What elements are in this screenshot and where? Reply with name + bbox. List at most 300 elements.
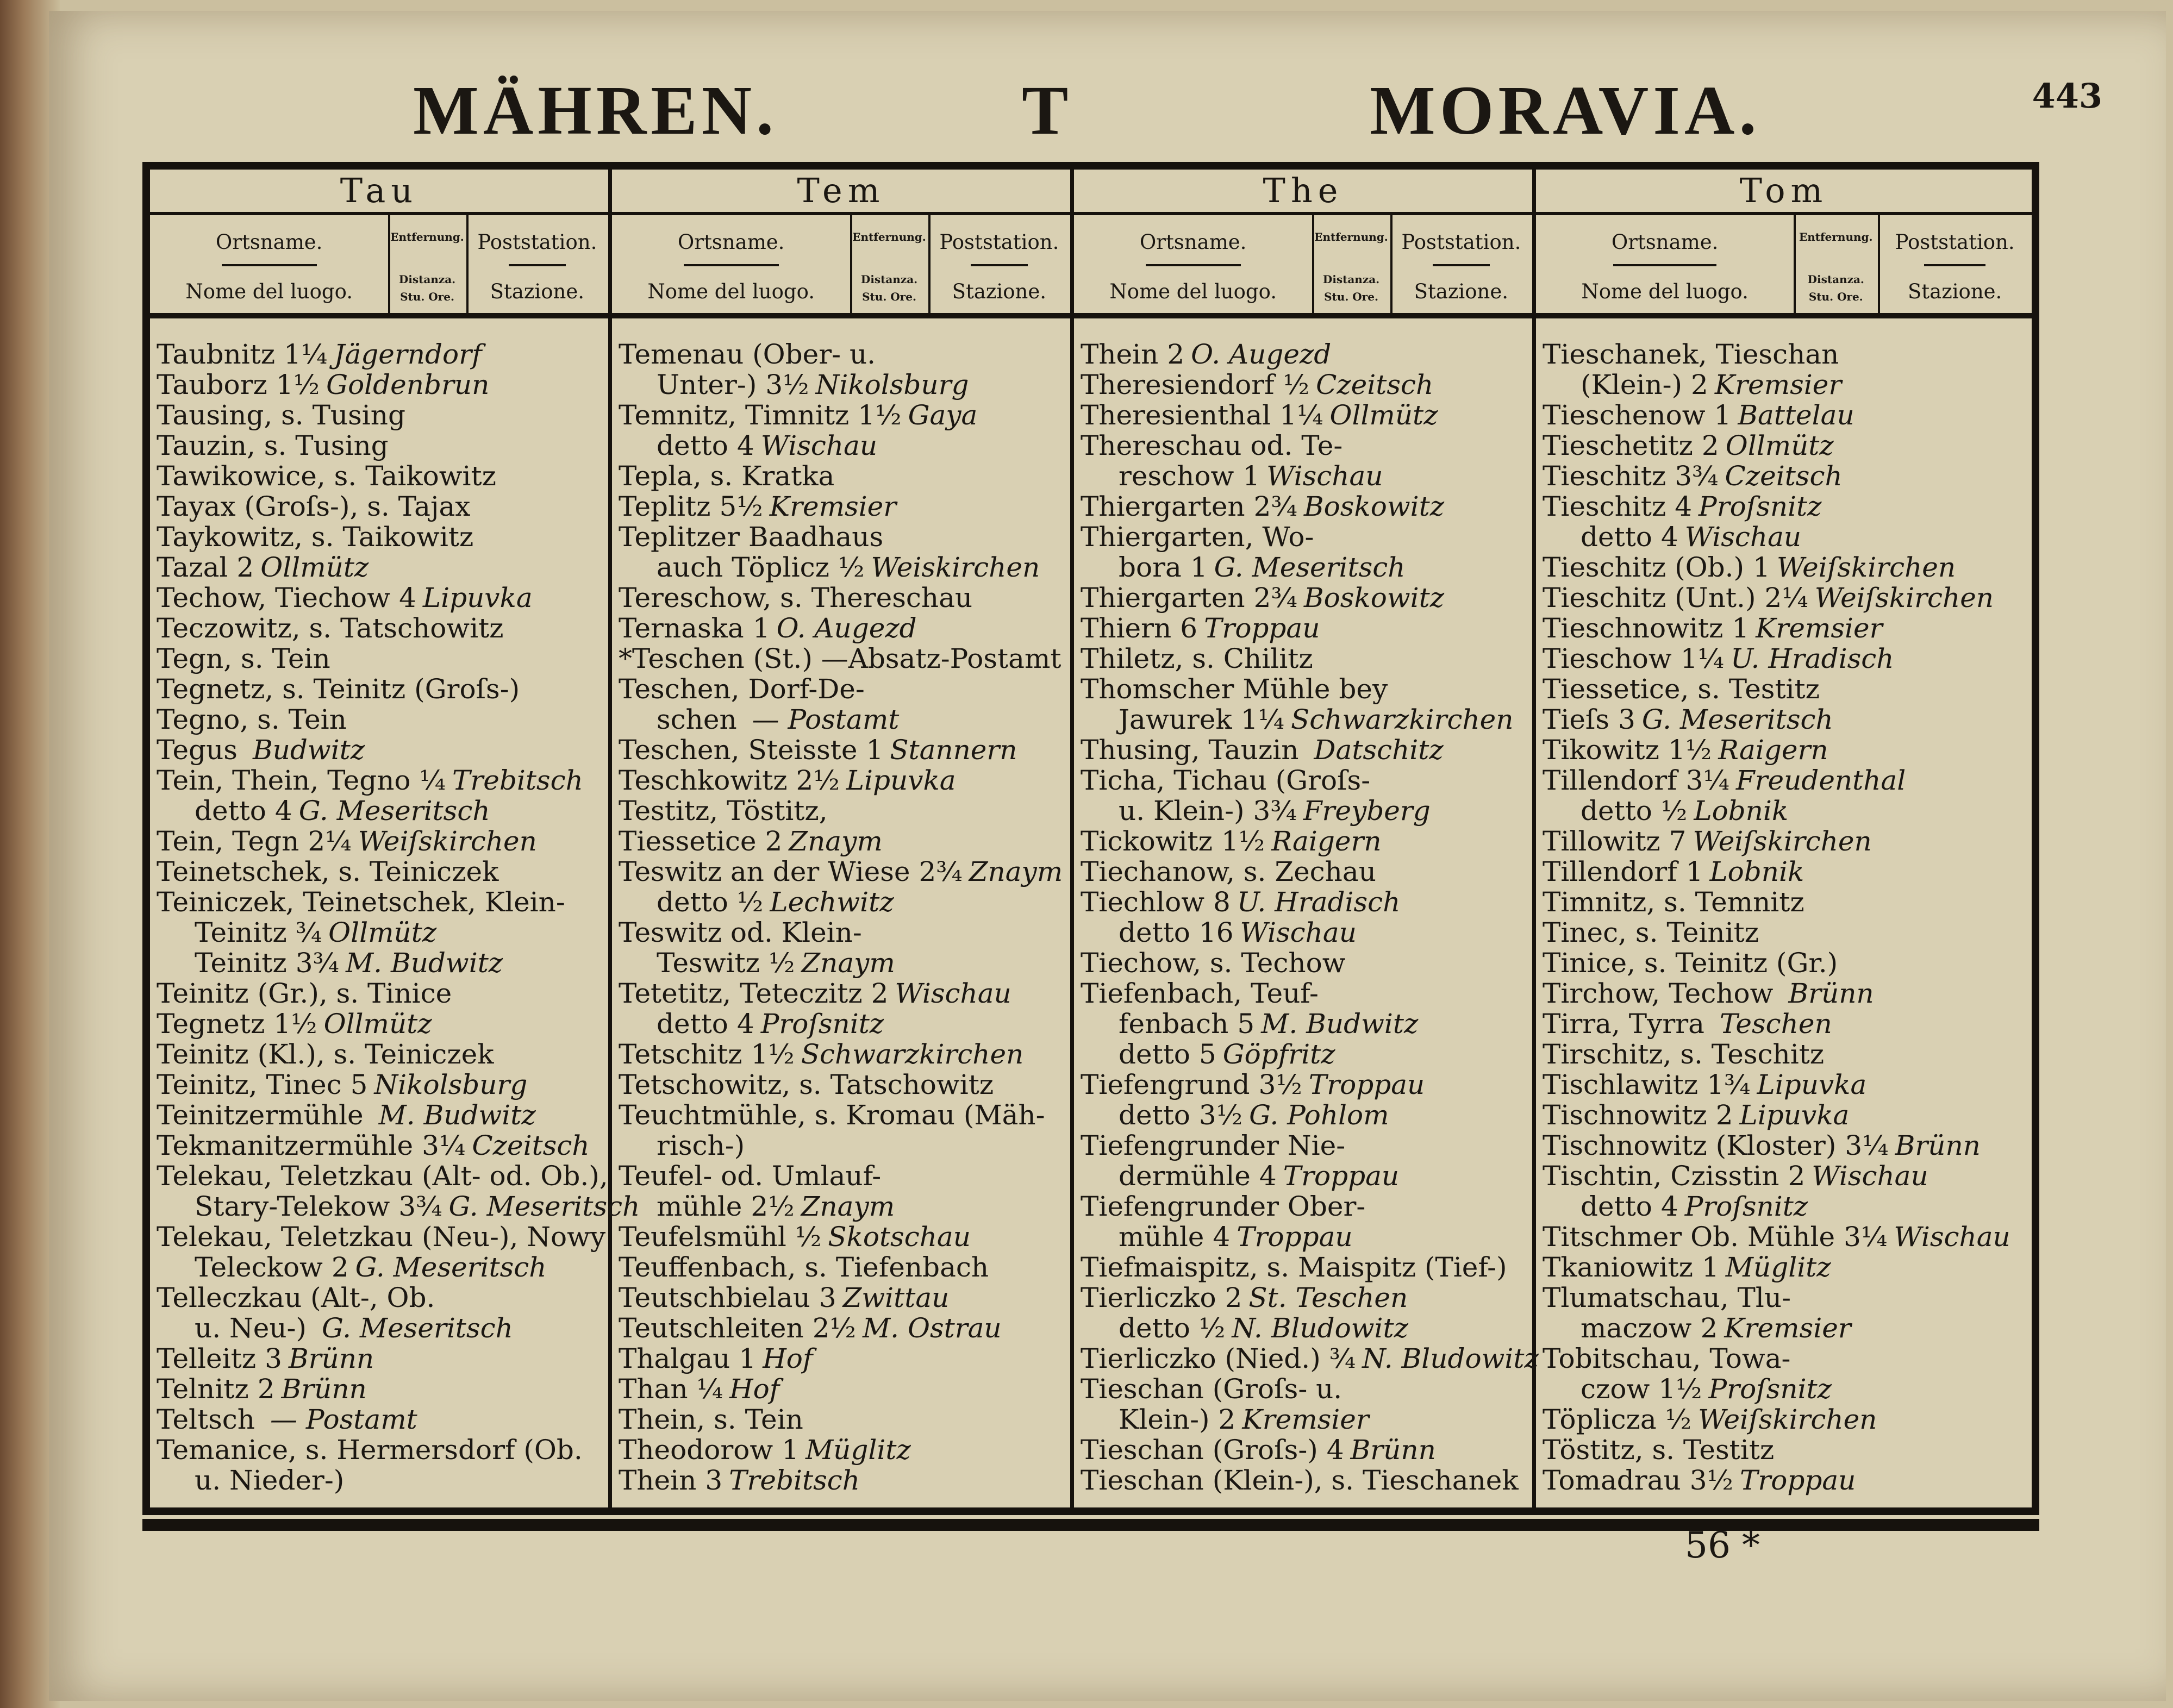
post-station (1358, 430, 1527, 461)
place-name: Tereschow, s. Thereschau (619, 582, 973, 614)
place-name: Tiefenbach, Teuf- (1081, 978, 1319, 1009)
list-item (157, 400, 603, 430)
place-name: Teutschbielau (619, 1282, 810, 1313)
post-station: Weiſskirchen (1698, 1404, 1877, 1435)
post-station: Znaym (969, 856, 1063, 887)
list-item (1081, 552, 1527, 583)
distance-value: 1 (752, 612, 770, 644)
list-item (157, 1100, 603, 1130)
post-station: Troppau (1740, 1465, 1856, 1496)
list-item (1081, 613, 1527, 643)
list-item (1081, 400, 1527, 430)
place-name: Tepla, s. Kratka (619, 460, 835, 492)
header-right-title: MORAVIA. (1370, 72, 1761, 149)
header-name-de: Ortsname. (677, 230, 785, 254)
place-name: Tieschitz (1543, 460, 1666, 492)
place-name: Teinitz (Gr.), s. Tinice (157, 978, 452, 1009)
entry-list (1074, 318, 1539, 1496)
place-name: Tinice, s. Teinitz (Gr.) (1543, 947, 1838, 979)
place-name: Teswitz an der Wiese (619, 856, 910, 887)
place-name: Tieschetitz (1543, 430, 1693, 461)
list-item (157, 1313, 603, 1343)
list-item (157, 339, 603, 370)
distance-value (1376, 856, 1391, 887)
distance-value (883, 522, 898, 552)
place-name: Tobitschau, Towa- (1543, 1343, 1791, 1374)
distance-value: ½ (838, 552, 865, 583)
post-station: Lechwitz (770, 886, 894, 918)
place-name: Tikowitz (1543, 734, 1659, 766)
distance-value (940, 1069, 955, 1100)
place-name: Tetetitz, Teteczitz (619, 978, 863, 1009)
list-item (619, 674, 1065, 704)
post-station: Wischau (895, 978, 1011, 1009)
distance-value (478, 1222, 493, 1252)
place-name: Teschkowitz (619, 765, 788, 796)
distance-value (344, 1465, 359, 1496)
column-title: Tau (150, 170, 608, 215)
distance-value: 3¼ (1685, 765, 1729, 796)
place-name: Thereschau od. Te- (1081, 430, 1343, 461)
distance-value: ¼ (419, 765, 446, 796)
list-item (1543, 948, 2026, 978)
list-item (619, 400, 1065, 430)
list-item (1543, 643, 2026, 674)
post-station (1334, 978, 1527, 1009)
place-name: detto (657, 1008, 728, 1040)
list-item (157, 978, 603, 1009)
post-station: Trebitsch (452, 765, 583, 796)
distance-value (238, 735, 253, 765)
distance-value (862, 917, 877, 948)
distance-value (478, 887, 493, 917)
header-dist-de: Entfernung. (852, 230, 926, 243)
list-item (619, 1130, 1065, 1161)
list-item (1543, 735, 2026, 765)
list-item (1543, 1100, 2026, 1130)
post-station: Gaya (908, 399, 978, 431)
list-item (619, 1009, 1065, 1039)
distance-value: 1 (1732, 612, 1750, 644)
header-post-cell (466, 215, 608, 313)
distance-value (1370, 765, 1385, 796)
list-item (1081, 1222, 1527, 1252)
place-name: Tein, Tegn (157, 825, 299, 857)
place-name: mühle (657, 1191, 742, 1222)
place-name: Than (619, 1373, 688, 1405)
distance-value: ½ (1660, 795, 1688, 827)
list-item (1543, 370, 2026, 400)
post-station: Battelau (1738, 399, 1854, 431)
place-name: detto (657, 430, 728, 461)
place-name: Tauborz (157, 369, 267, 401)
list-item (157, 826, 603, 856)
post-station: Czeitsch (1725, 460, 1843, 492)
list-item (619, 1465, 1065, 1496)
list-item (619, 1100, 1065, 1130)
distance-value: 3¾ (398, 1191, 442, 1222)
header-dist-it: Distanza. (860, 273, 918, 286)
distance-value: 5 (1237, 1008, 1255, 1040)
place-name: Tawikowice, s. Taikowitz (157, 460, 496, 492)
distance-value: ½ (1283, 369, 1310, 401)
distance-value: 4 (1326, 1434, 1344, 1466)
post-station (955, 643, 1065, 674)
place-name: detto (1119, 1038, 1190, 1070)
place-name: Tegn, s. Tein (157, 643, 330, 674)
post-station: Ollmütz (1329, 399, 1438, 431)
place-name: Tlumatschau, Tlu- (1543, 1282, 1791, 1313)
place-name: Tkaniowitz (1543, 1252, 1693, 1283)
distance-value (452, 978, 467, 1009)
column-title: Tem (612, 170, 1070, 215)
place-name: (Klein-) (1581, 369, 1683, 401)
place-name: Thiletz, s. Chilitz (1081, 643, 1313, 674)
list-item (619, 613, 1065, 643)
place-name: Tirra, Tyrra (1543, 1008, 1704, 1040)
post-station: Ollmütz (323, 1008, 432, 1040)
post-station: Weiſskirchen (1814, 582, 1994, 614)
list-item (1543, 552, 2026, 583)
distance-value (1759, 917, 1774, 948)
distance-value: 2 (1715, 1099, 1733, 1131)
header-dist-unit: Stu. Ore. (400, 290, 454, 303)
post-station: Wischau (1684, 521, 1802, 553)
list-item (157, 765, 603, 796)
list-item (619, 339, 1065, 370)
post-station: Proſsnitz (760, 1008, 884, 1040)
post-station (493, 1222, 603, 1252)
header-name-cell (150, 215, 390, 313)
place-name: detto (195, 795, 266, 827)
post-station: Brünn (288, 1343, 374, 1374)
distance-value: 5 (350, 1069, 368, 1100)
place-name: maczow (1581, 1312, 1692, 1344)
post-station (493, 461, 603, 491)
place-name: Tieschenow (1543, 399, 1706, 431)
list-item (1543, 461, 2026, 491)
place-name: detto (1119, 1099, 1190, 1131)
place-name: Thusing, Tauzin (1081, 734, 1299, 766)
distance-value (1314, 522, 1329, 552)
list-item (1081, 1161, 1527, 1191)
distance-value: 4 (399, 582, 416, 614)
place-name: Tomadrau (1543, 1465, 1681, 1496)
list-item (619, 370, 1065, 400)
list-item (157, 1374, 603, 1404)
distance-value: 1 (1753, 552, 1770, 583)
post-station (493, 887, 603, 917)
distance-value (470, 491, 485, 522)
post-station: Wischau (1812, 1160, 1928, 1192)
place-name: Tiechanow, s. Zechau (1081, 856, 1376, 887)
distance-value (940, 583, 955, 613)
post-station (489, 522, 603, 552)
distance-value (478, 461, 493, 491)
distance-value (255, 1404, 270, 1435)
post-station (843, 796, 1065, 826)
distance-value: 2 (1167, 339, 1185, 370)
distance-value (1820, 674, 1835, 704)
place-name: Tirschitz, s. Teschitz (1543, 1038, 1825, 1070)
post-station (955, 1069, 1065, 1100)
place-name: Teiniczek, Teinetschek, Klein- (157, 886, 565, 918)
distance-value: 3 (819, 1282, 836, 1313)
list-item (1081, 765, 1527, 796)
list-item (1543, 1161, 2026, 1191)
place-name: Thomscher Mühle bey (1081, 673, 1388, 705)
distance-value: 3½ (1198, 1099, 1243, 1131)
place-name: Tetschowitz, s. Tatschowitz (619, 1069, 994, 1100)
list-item (157, 1221, 606, 1253)
distance-value (828, 796, 843, 826)
distance-value (737, 704, 752, 735)
place-name: detto (657, 886, 728, 918)
list-item (1543, 522, 2026, 552)
post-station (1853, 948, 2026, 978)
post-station: Nikolsburg (815, 369, 969, 401)
list-item (1081, 1009, 1527, 1039)
list-item (157, 856, 603, 887)
post-station (450, 1282, 603, 1313)
post-station (877, 917, 1065, 948)
place-name: Tekmanitzermühle (157, 1130, 414, 1161)
post-station: Lobnik (1694, 795, 1789, 827)
list-item (619, 948, 1065, 978)
distance-value (330, 643, 346, 674)
place-name: Telekau, Teletzkau (Neu-), Nowy (157, 1221, 606, 1253)
place-name: Tieschitz (Ob.) (1543, 552, 1745, 583)
list-item (157, 917, 603, 948)
place-name: Teuffenbach, s. Tiefenbach (619, 1252, 989, 1283)
list-item (1081, 1252, 1527, 1282)
list-item (619, 522, 1065, 552)
list-item (1081, 339, 1527, 370)
place-name: Tegnetz, s. Teinitz (Groſs-) (157, 673, 520, 705)
post-station: G. Meseritsch (298, 795, 490, 827)
place-name: schen (657, 704, 737, 735)
table-header (1074, 215, 1532, 318)
post-station (493, 1161, 603, 1191)
list-item (157, 1130, 603, 1161)
list-item (157, 461, 603, 491)
list-item (1543, 1009, 2026, 1039)
post-station (850, 461, 1065, 491)
list-item (1543, 1252, 2026, 1282)
column-1 (612, 170, 1074, 1507)
place-name: Tillendorf (1543, 856, 1677, 887)
list-item (1081, 735, 1527, 765)
distance-value: 1½ (273, 1008, 317, 1040)
list-item (619, 552, 1065, 583)
list-item (1081, 826, 1527, 856)
header-name-de: Ortsname. (215, 230, 323, 254)
distance-value: 7 (1669, 825, 1687, 857)
post-station (1417, 1252, 1527, 1282)
list-item (1081, 1404, 1527, 1435)
post-station (1357, 1374, 1527, 1404)
list-item (1081, 1039, 1527, 1069)
distance-value: 3½ (765, 369, 809, 401)
distance-value: 2¼ (308, 825, 352, 857)
list-item (157, 491, 603, 522)
place-name: Tiessetice, s. Testitz (1543, 673, 1820, 705)
distance-value: 3¾ (1253, 795, 1297, 827)
distance-value: 1 (1242, 460, 1260, 492)
list-item (1543, 1069, 2026, 1100)
post-station: Lipuvka (422, 582, 533, 614)
place-name: Testitz, Töstitz, (619, 795, 828, 827)
list-item (1543, 917, 2026, 948)
post-station: Proſsnitz (1684, 1191, 1808, 1222)
post-station: Skotschau (828, 1221, 971, 1253)
place-name: detto (1581, 795, 1652, 827)
post-station: Schwarzkirchen (801, 1038, 1024, 1070)
post-station: Brünn (1895, 1130, 1981, 1161)
list-item (157, 1009, 603, 1039)
post-station: G. Meseritsch (448, 1191, 640, 1222)
distance-value (881, 1161, 896, 1191)
distance-value: 2½ (812, 1312, 856, 1344)
header-rule (684, 264, 779, 266)
list-item (157, 1404, 603, 1435)
post-station: G. Meseritsch (1641, 704, 1833, 735)
distance-value (1388, 674, 1403, 704)
distance-value: 1¼ (1279, 399, 1323, 431)
distance-value (478, 1161, 493, 1191)
list-item (1081, 583, 1527, 613)
header-name-de: Ortsname. (1611, 230, 1719, 254)
list-item (1081, 887, 1527, 917)
list-item (1543, 1222, 2026, 1252)
distance-value (940, 643, 955, 674)
header-post-cell (928, 215, 1070, 313)
header-rule (1924, 264, 1985, 266)
header-dist-unit: Stu. Ore. (1808, 290, 1863, 303)
post-station: Weiskirchen (871, 552, 1040, 583)
place-name: Tauzin, s. Tusing (157, 430, 389, 461)
list-item (157, 583, 603, 613)
header-distance-cell (1312, 215, 1392, 313)
post-station (1381, 1191, 1527, 1222)
distance-value: 16 (1198, 917, 1234, 948)
place-name: Teinetschek, s. Teiniczek (157, 856, 499, 887)
post-station: Znaym (801, 947, 895, 979)
list-item (1081, 856, 1527, 887)
list-item (157, 1039, 603, 1069)
place-name: Tiessetice (619, 825, 757, 857)
distance-value (940, 1100, 955, 1130)
place-name: Tischnowitz (Kloster) (1543, 1130, 1837, 1161)
place-name: mühle (1119, 1221, 1204, 1253)
place-name: Teinitz (Kl.), s. Teiniczek (157, 1038, 494, 1070)
place-name: Tiefengrund (1081, 1069, 1250, 1100)
post-station (760, 1130, 1065, 1161)
place-name: Teuchtmühle, s. Kromau (Mäh- (619, 1099, 1045, 1131)
place-name: u. Nieder-) (195, 1465, 345, 1496)
header-dist-de: Entfernung. (390, 230, 464, 243)
entry-list (612, 318, 1070, 1496)
distance-value: 3¾ (1675, 460, 1719, 492)
post-station: U. Hradisch (1730, 643, 1894, 674)
post-station (1774, 917, 2026, 948)
place-name: risch-) (657, 1130, 745, 1161)
place-name: Thiergarten (1081, 582, 1245, 614)
list-item (1081, 461, 1527, 491)
place-name: Tayax (Groſs-), s. Tajax (157, 491, 471, 522)
post-station: M. Budwitz (345, 947, 503, 979)
distance-value: 3¼ (1844, 1221, 1888, 1253)
post-station: M. Budwitz (1261, 1008, 1419, 1040)
list-item (1081, 1282, 1527, 1313)
place-name: Tinec, s. Teinitz (1543, 917, 1759, 948)
place-name: Tieschow (1543, 643, 1672, 674)
post-station: Lipuvka (1739, 1099, 1850, 1131)
distance-value (478, 1435, 493, 1465)
post-station: Wischau (1266, 460, 1383, 492)
place-name: Teinitz, Tinec (157, 1069, 342, 1100)
distance-value: 1¼ (1680, 643, 1724, 674)
header-post-cell (1390, 215, 1532, 313)
list-item (157, 552, 603, 583)
header-post-de: Poststation. (477, 230, 597, 254)
distance-value: 3¾ (295, 947, 339, 979)
list-item (619, 1161, 1065, 1191)
distance-value: 1 (866, 734, 884, 766)
list-item (1081, 1130, 1527, 1161)
post-station: Kremsier (1242, 1404, 1369, 1435)
place-name: Tieschanek, Tieschan (1543, 339, 1839, 370)
list-item (619, 1435, 1065, 1465)
place-name: u. Klein-) (1119, 795, 1245, 827)
distance-value: 2 (331, 1252, 349, 1283)
place-name: Theresienthal (1081, 399, 1271, 431)
post-station: Datschitz (1314, 734, 1444, 766)
distance-value: 3¼ (422, 1130, 466, 1161)
distance-value: 1 (1701, 1252, 1719, 1283)
list-item (619, 1343, 1065, 1374)
post-station (485, 491, 603, 522)
post-station: Lipuvka (846, 765, 956, 796)
header-name-it: Nome del luogo. (1109, 280, 1277, 303)
header-post-de: Poststation. (1401, 230, 1521, 254)
place-name: Telnitz (157, 1373, 249, 1405)
post-station: Weiſskirchen (1693, 825, 1872, 857)
list-item (1081, 796, 1527, 826)
distance-value: 1¼ (1240, 704, 1284, 735)
header-post-it: Stazione. (1414, 280, 1509, 303)
post-station: Weiſskirchen (1776, 552, 1956, 583)
distance-value: 2 (257, 1373, 275, 1405)
list-item (157, 948, 603, 978)
distance-value (1824, 1039, 1839, 1069)
place-name: Tillendorf (1543, 765, 1677, 796)
list-item (1543, 674, 2026, 704)
distance-value (876, 339, 891, 370)
post-station (1391, 856, 1527, 887)
place-name: Taykowitz, s. Taikowitz (157, 521, 474, 553)
place-name: Tetschitz (619, 1038, 742, 1070)
place-name: Thalgau (619, 1343, 730, 1374)
post-station: M. Budwitz (378, 1099, 536, 1131)
header-rule (509, 264, 566, 266)
post-station (1789, 1435, 2026, 1465)
place-name: Tegnetz (157, 1008, 265, 1040)
place-name: Teplitzer Baadhaus (619, 521, 884, 553)
post-station (467, 978, 603, 1009)
distance-value (1839, 339, 1854, 370)
place-name: detto (1119, 1312, 1190, 1344)
